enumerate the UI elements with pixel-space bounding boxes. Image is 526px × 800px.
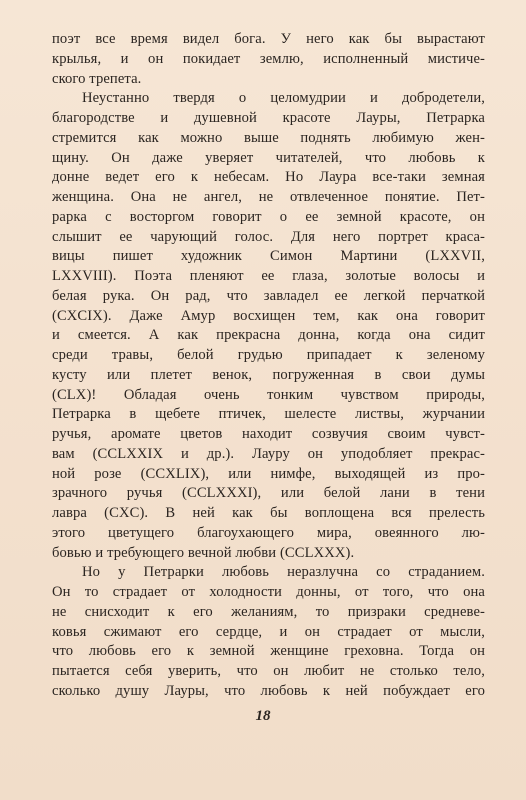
page-number: 18 [255,708,271,724]
text-line-2: крылья, и он покидает землю, исполненный мистиче- [52,50,485,67]
text-line-16: и смеется. А как прекрасна донна, когда она сидит [52,327,485,344]
text-line-1: поэт все время видел бога. У него как бы вырастают [52,31,485,47]
text-line-3: ского трепета. [52,70,142,87]
text-line-25: лавра (CXC). В ней как бы воплощена вся прелесть [52,505,485,521]
text-line-24: зрачного ручья (CCLXXXI), или белой лани в тени [52,485,485,502]
text-line-5: благородстве и душевной красоте Лауры, Петрарка [52,110,485,126]
text-line-28: Но у Петрарки любовь неразлучна со страданием. [82,564,485,581]
text-line-4: Неустанно твердя о целомудрии и добродетели, [82,90,485,107]
text-line-34: сколько душу Лауры, что любовь к ней побуждает его [52,682,485,699]
text-line-27: бовью и требующего вечной любви (CCLXXX). [52,544,355,561]
text-line-29: Он то страдает от холодности донны, от того, что она [52,584,485,600]
text-line-31: ковья сжимают его сердце, и он страдает от мысли, [52,623,485,640]
text-line-6: стремится как можно выше поднять любимую жен- [52,129,485,146]
text-line-14: белая рука. Он рад, что завладел ее легкой перчаткой [52,287,485,304]
text-line-21: ручья, аромате цветов находит созвучия своим чувст- [52,426,485,442]
text-line-33: пытается себя уверить, что он любит не столько тело, [52,663,485,679]
text-line-30: не снисходит к его желаниям, то призраки средневе- [52,603,485,620]
text-line-17: среди травы, белой грудью припадает к зеленому [52,347,485,363]
text-line-13: LXXVIII). Поэта пленяют ее глаза, золотые волосы и [52,268,485,284]
text-line-23: ной розе (CCXLIX), или нимфе, выходящей из про- [52,465,485,482]
text-line-20: Петрарка в щебете птичек, шелесте листвы, журчании [52,406,485,423]
text-line-22: вам (CCLXXIX и др.). Лауру он уподобляет прекрас- [52,445,485,462]
text-line-32: что любовь его к земной женщине греховна. Тогда он [52,643,485,660]
text-line-18: кусту или плетет венок, погруженная в свои думы [52,366,485,383]
text-line-8: донне ведет его к небесам. Но Лаура все-таки земная [52,169,485,186]
text-line-9: женщина. Она не ангел, не отвлеченное понятие. Пет- [52,189,485,205]
text-line-12: вицы пишет художник Симон Мартини (LXXVII, [52,248,485,265]
text-line-19: (CLX)! Обладая очень тонким чувством природы, [52,386,485,403]
text-line-7: щину. Он даже уверяет читателей, что любовь к [52,149,485,166]
text-line-26: этого цветущего благоухающего мира, овеянного лю- [52,524,485,541]
body-text [52,30,485,702]
text-line-15: (CXCIX). Даже Амур восхищен тем, как она говорит [52,307,485,324]
text-line-10: рарка с восторгом говорит о ее земной красоте, он [52,208,485,225]
text-line-11: слышит ее чарующий голос. Для него портрет краса- [52,228,485,245]
